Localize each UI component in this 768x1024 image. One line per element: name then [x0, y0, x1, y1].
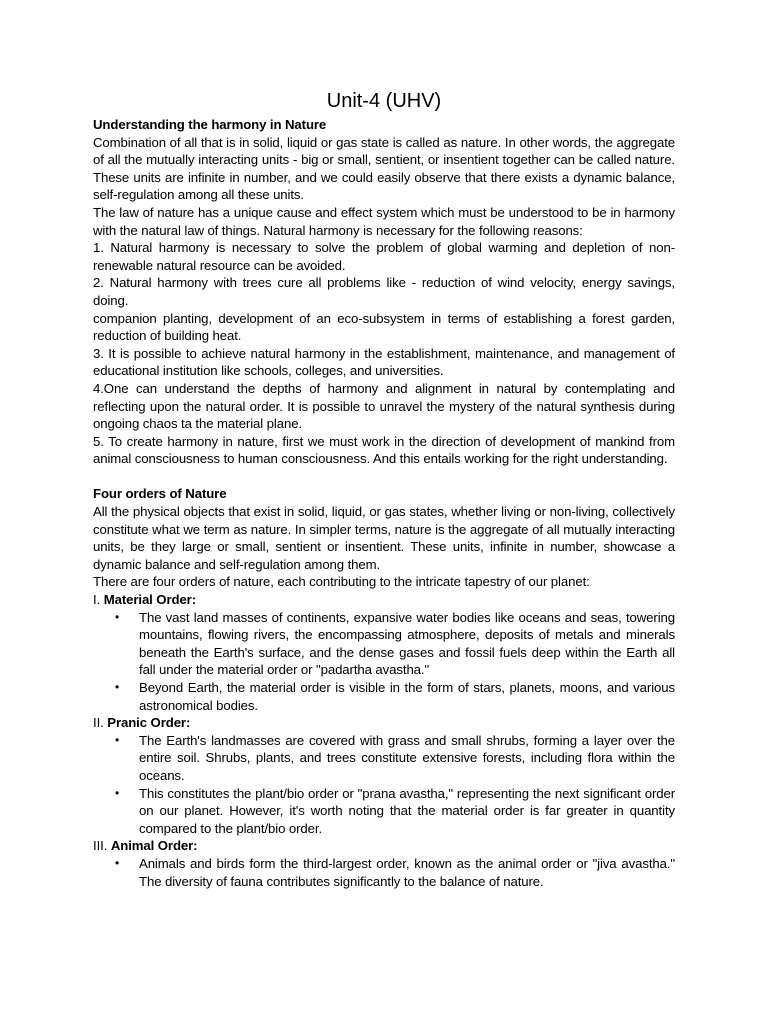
- order-name: Material Order:: [103, 592, 197, 608]
- list-item: • The Earth's landmasses are covered with grass and small shrubs, forming a layer over the entire soil. Shrubs, plants, and trees constitute extensive forests, including flora within the oceans.: [115, 732, 675, 783]
- order-heading-material: [93, 591, 675, 609]
- bullet-icon: •: [115, 785, 120, 800]
- section-heading-harmony: Understanding the harmony in Nature: [93, 117, 327, 132]
- paragraph: The law of nature has a unique cause and effect system which must be understood to be in harmony with the natural law of things. Natural harmony is necessary for the following reasons:: [93, 204, 675, 238]
- section-heading-four-orders: Four orders of Nature: [93, 486, 227, 502]
- paragraph: 3. It is possible to achieve natural harmony in the establishment, maintenance, and management of educational institution like schools, colleges, and universities.: [93, 345, 675, 379]
- paragraph: 5. To create harmony in nature, first we must work in the direction of development of mankind from animal consciousness to human consciousness. And this entails working for the right understanding.: [93, 433, 675, 467]
- paragraph: 4.One can understand the depths of harmony and alignment in natural by contemplating and reflecting upon the natural order. It is possible to unravel the mystery of the natural synthesis during ongoing chaos ta the material plane.: [93, 380, 675, 432]
- list-item: • Beyond Earth, the material order is visible in the form of stars, planets, moons, and various astronomical bodies.: [115, 680, 675, 713]
- order-heading-animal: [93, 837, 675, 855]
- order-numeral: I.: [93, 592, 104, 608]
- bullet-icon: •: [115, 855, 120, 870]
- paragraph: All the physical objects that exist in solid, liquid, or gas states, whether living or non-living, collectively constitute what we term as nature. In simpler terms, nature is the aggregate of all mutually interacting units, be they large or small, sentient or insentient. These units, infinite in number, showcase a dynamic balance and self-regulation among them.: [93, 504, 675, 572]
- list-item: • This constitutes the plant/bio order or "prana avastha," representing the next significant order on our planet. However, it's worth noting that the material order is far greater in quantity compared to the plant/bio order.: [115, 785, 675, 836]
- bullet-icon: •: [115, 680, 120, 694]
- order-name: Pranic Order:: [107, 715, 191, 731]
- bullet-icon: •: [115, 609, 120, 624]
- order-name: Animal Order:: [110, 838, 198, 854]
- paragraph: Combination of all that is in solid, liquid or gas state is called as nature. In other words, the aggregate of all the mutually interacting units - big or small, sentient, or insentient together can be called nature. These units are infinite in number, and we could easily observe that there exists a dynamic balance, self-regulation among all these units.: [93, 134, 675, 203]
- paragraph: There are four orders of nature, each contributing to the intricate tapestry of our planet:: [93, 574, 590, 590]
- spacer: [93, 468, 675, 486]
- bullet-icon: •: [115, 732, 120, 747]
- list-item: • The vast land masses of continents, expansive water bodies like oceans and seas, towering mountains, flowing rivers, the encompassing atmosphere, deposits of metals and minerals beneath the Earth's surface, and the dense gases and fossil fuels deep within the Earth all fall under the material order or "padartha avastha.": [115, 609, 675, 678]
- paragraph: companion planting, development of an eco-subsystem in terms of establishing a forest garden, reduction of building heat.: [93, 310, 675, 344]
- paragraph: 2. Natural harmony with trees cure all problems like - reduction of wind velocity, energy savings, doing.: [93, 275, 675, 308]
- order-numeral: III.: [93, 838, 111, 854]
- bullet-list: [93, 855, 675, 890]
- bullet-list: [93, 609, 675, 715]
- order-heading-pranic: [93, 714, 675, 732]
- paragraph: 1. Natural harmony is necessary to solve the problem of global warming and depletion of non-renewable natural resource can be avoided.: [93, 240, 675, 273]
- bullet-list: [93, 732, 675, 838]
- order-numeral: II.: [93, 715, 108, 731]
- page-title: Unit-4 (UHV): [326, 90, 442, 112]
- list-item: • Animals and birds form the third-largest order, known as the animal order or "jiva avastha." The diversity of fauna contributes significantly to the balance of nature.: [115, 855, 675, 889]
